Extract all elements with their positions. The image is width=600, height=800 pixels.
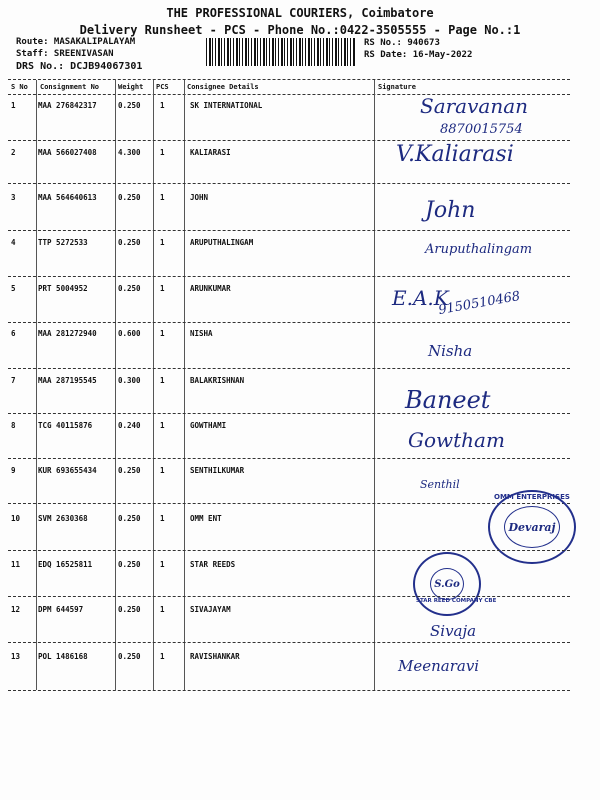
row-divider (8, 322, 570, 323)
row-consignee: JOHN (190, 193, 209, 202)
row-consignment: KUR 693655434 (38, 466, 97, 475)
row-sno: 7 (11, 376, 16, 385)
row-pcs: 1 (160, 652, 165, 661)
row-weight: 0.250 (118, 193, 141, 202)
barcode-image (206, 38, 356, 66)
row-sno: 8 (11, 421, 16, 430)
row-signature: Saravanan (420, 94, 529, 118)
row-consignment: POL 1486168 (38, 652, 88, 661)
row-weight: 0.250 (118, 238, 141, 247)
row-consignment: MAA 276842317 (38, 101, 97, 110)
row-signature: Sivaja (430, 622, 477, 640)
omm-stamp-text: OMM ENTERPRISES (494, 493, 570, 501)
rs-number: RS No.: 940673 (364, 38, 440, 48)
rs-date: RS Date: 16-May-2022 (364, 50, 473, 60)
row-weight: 0.240 (118, 421, 141, 430)
row-divider (8, 550, 570, 551)
row-consignment: EDQ 16525811 (38, 560, 93, 569)
row-sno: 3 (11, 193, 16, 202)
row-consignee: KALIARASI (190, 148, 231, 157)
table-bottom-rule (8, 690, 570, 691)
row-signature: Devaraj (508, 520, 556, 534)
row-weight: 0.250 (118, 101, 141, 110)
row-signature: Baneet (405, 386, 491, 414)
row-pcs: 1 (160, 329, 165, 338)
company-title: THE PROFESSIONAL COURIERS, Coimbatore (166, 6, 434, 20)
column-divider (36, 80, 37, 690)
row-consignee: ARUNKUMAR (190, 284, 231, 293)
row-consignee: NISHA (190, 329, 213, 338)
row-sno: 10 (11, 514, 21, 523)
row-signature: Aruputhalingam (425, 242, 533, 257)
col-header-sno: S No (11, 83, 28, 91)
column-divider (115, 80, 116, 690)
runsheet-title: Delivery Runsheet - PCS - Phone No.:0422-3505555 - Page No.:1 (79, 23, 521, 37)
row-signature: Senthil (420, 478, 460, 491)
row-consignee: ARUPUTHALINGAM (190, 238, 254, 247)
column-divider (374, 80, 375, 690)
row-weight: 4.300 (118, 148, 141, 157)
row-signature: Nisha (428, 342, 473, 360)
row-sno: 4 (11, 238, 16, 247)
col-header-weight: Weight (118, 83, 144, 91)
row-consignment: PRT 5004952 (38, 284, 88, 293)
row-divider (8, 596, 570, 597)
row-weight: 0.600 (118, 329, 141, 338)
row-sno: 2 (11, 148, 16, 157)
table-top-rule (8, 79, 570, 80)
row-consignee: STAR REEDS (190, 560, 236, 569)
star-stamp-text: STAR REED COMPANY CBE (416, 598, 497, 604)
row-consignment: MAA 287195545 (38, 376, 97, 385)
row-consignee: OMM ENT (190, 514, 222, 523)
omm-enterprises-stamp (488, 490, 576, 564)
row-pcs: 1 (160, 605, 165, 614)
row-sno: 9 (11, 466, 16, 475)
column-divider (153, 80, 154, 690)
row-phone-note: 9150510468 (437, 288, 522, 319)
row-pcs: 1 (160, 466, 165, 475)
row-weight: 0.250 (118, 652, 141, 661)
col-header-signature: Signature (378, 83, 416, 91)
row-weight: 0.250 (118, 514, 141, 523)
row-signature: E.A.K (392, 286, 449, 310)
row-sno: 12 (11, 605, 21, 614)
row-divider (8, 183, 570, 184)
row-divider (8, 503, 570, 504)
row-phone-note: 8870015754 (440, 122, 523, 137)
row-pcs: 1 (160, 193, 165, 202)
row-divider (8, 230, 570, 231)
row-consignment: MAA 564640613 (38, 193, 97, 202)
row-pcs: 1 (160, 560, 165, 569)
row-weight: 0.250 (118, 560, 141, 569)
row-pcs: 1 (160, 284, 165, 293)
col-header-pcs: PCS (156, 83, 169, 91)
row-pcs: 1 (160, 238, 165, 247)
row-signature: V.Kaliarasi (396, 142, 514, 167)
row-divider (8, 140, 570, 141)
row-divider (8, 458, 570, 459)
row-sno: 11 (11, 560, 21, 569)
row-weight: 0.300 (118, 376, 141, 385)
row-pcs: 1 (160, 514, 165, 523)
route-label: Route: MASAKALIPALAYAM (16, 37, 136, 47)
column-divider (184, 80, 185, 690)
drs-number: DRS No.: DCJB94067301 (16, 61, 143, 72)
row-consignee: RAVISHANKAR (190, 652, 240, 661)
row-consignment: DPM 644597 (38, 605, 84, 614)
row-weight: 0.250 (118, 466, 141, 475)
row-pcs: 1 (160, 421, 165, 430)
row-consignee: BALAKRISHNAN (190, 376, 245, 385)
row-sno: 5 (11, 284, 16, 293)
row-sno: 1 (11, 101, 16, 110)
row-consignment: TTP 5272533 (38, 238, 88, 247)
row-consignment: MAA 281272940 (38, 329, 97, 338)
star-reed-stamp (413, 552, 481, 616)
row-consignment: TCG 40115876 (38, 421, 93, 430)
row-sno: 6 (11, 329, 16, 338)
row-consignment: SVM 2630368 (38, 514, 88, 523)
row-divider (8, 276, 570, 277)
row-signature: Meenaravi (398, 657, 480, 675)
row-consignment: MAA 566027408 (38, 148, 97, 157)
row-divider (8, 642, 570, 643)
staff-label: Staff: SREENIVASAN (16, 49, 114, 59)
row-consignee: GOWTHAMI (190, 421, 227, 430)
row-pcs: 1 (160, 376, 165, 385)
row-consignee: SIVAJAYAM (190, 605, 231, 614)
col-header-consignment: Consignment No (40, 83, 100, 91)
col-header-consignee: Consignee Details (187, 83, 259, 91)
row-weight: 0.250 (118, 605, 141, 614)
row-divider (8, 368, 570, 369)
row-divider (8, 413, 570, 414)
row-pcs: 1 (160, 101, 165, 110)
row-pcs: 1 (160, 148, 165, 157)
row-consignee: SK INTERNATIONAL (190, 101, 263, 110)
row-signature: Gowtham (408, 428, 505, 452)
star-stamp-center: S.Go (434, 578, 460, 590)
row-weight: 0.250 (118, 284, 141, 293)
row-signature: John (425, 198, 476, 223)
row-sno: 13 (11, 652, 21, 661)
row-consignee: SENTHILKUMAR (190, 466, 245, 475)
